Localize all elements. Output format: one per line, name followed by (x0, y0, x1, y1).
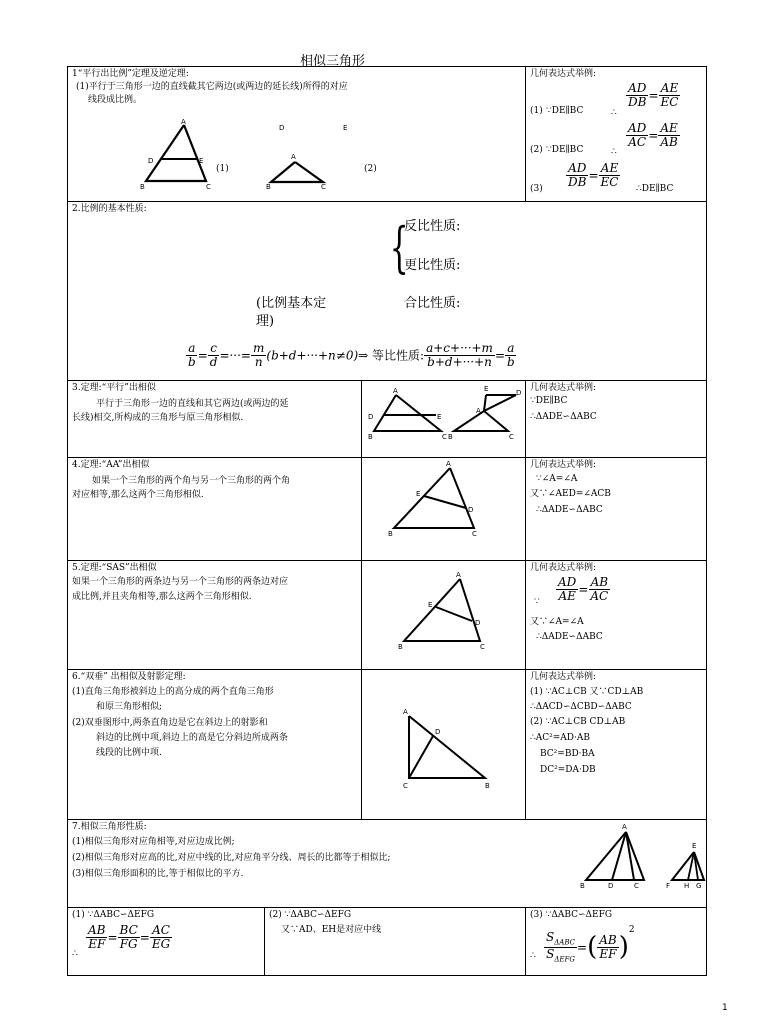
figure-parallel-2 (263, 117, 363, 193)
content-table (67, 66, 707, 976)
svg-text:C: C (206, 183, 211, 191)
section2-content (68, 202, 707, 381)
section3-ex-line2: ∴ΔADE∽ΔABC (530, 412, 597, 422)
ex1-therefore: ∴ (611, 108, 617, 118)
fraction-ad-db-ae-ec-2: $\frac{AD}{DB}$ = $\frac{AE}{EC}$ (568, 161, 619, 190)
svg-text:G: G (696, 882, 702, 890)
svg-text:A: A (456, 571, 461, 579)
svg-text:D: D (468, 506, 474, 514)
svg-text:B: B (388, 530, 393, 538)
svg-text:C: C (403, 782, 408, 790)
basic-theorem-label-b: 理) (256, 314, 275, 329)
section1-heading: 1“平行出比例”定理及逆定理: (72, 69, 189, 79)
section3-desc-a: 平行于三角形一边的直线和其它两边(或两边的延 (96, 399, 289, 409)
svg-text:A: A (403, 708, 408, 716)
section1-content (68, 67, 526, 202)
section8-c2-given: (2) ∵ΔABC∽ΔEFG (269, 910, 352, 920)
svg-text:D: D (279, 124, 285, 132)
ex3-prefix: (3) (530, 184, 543, 194)
section4-desc-a: 如果一个三角形的两个角与另一个三角形的两个角 (92, 476, 291, 486)
section4-figure (362, 458, 526, 561)
svg-text:E: E (199, 157, 204, 165)
section6-desc2-c: 线段的比例中项. (96, 748, 162, 758)
section3-heading: 3.定理:“平行”出相似 (72, 383, 156, 393)
svg-text:B: B (266, 183, 271, 191)
svg-text:A: A (393, 387, 398, 395)
section7-content (68, 820, 707, 908)
section7-prop3: (3)相似三角形面积的比,等于相似比的平方. (72, 869, 244, 879)
fraction-ad-db-ae-ec: $\frac{AD}{DB}$ = $\frac{AE}{EC}$ (628, 81, 679, 110)
svg-text:D: D (608, 882, 614, 890)
svg-text:E: E (343, 124, 348, 132)
section3-figures (362, 381, 526, 458)
fraction-ad-ae-ab-ac: $\frac{AD}{AE}$ = $\frac{AB}{AC}$ (558, 575, 609, 604)
svg-text:C: C (634, 882, 639, 890)
section5-ex-title: 几何表达式举例: (530, 563, 597, 573)
figure-similar-pair (576, 820, 706, 906)
section5-ex-line3: ∴ΔADE∽ΔABC (536, 632, 603, 642)
section3-examples (526, 381, 707, 458)
section4-content (68, 458, 362, 561)
section5-figure (362, 561, 526, 670)
figure-double-perpendicular (397, 708, 517, 798)
section5-examples (526, 561, 707, 670)
section8-c3-therefore: ∴ (530, 951, 536, 961)
svg-text:A: A (476, 407, 481, 415)
section4-desc-b: 对应相等,那么这两个三角形相似. (72, 490, 204, 500)
svg-text:B: B (140, 183, 145, 191)
svg-text:B: B (368, 433, 373, 441)
ex1-given: ∵DE∥BC (546, 106, 584, 116)
figure-parallel-similar (366, 383, 522, 455)
section4-ex-line3: ∴ΔADE∽ΔABC (536, 505, 603, 515)
section6-heading: 6.“双垂” 出相似及射影定理: (72, 672, 186, 682)
section1-desc-b: 线段成比例。 (88, 95, 143, 105)
svg-text:A: A (622, 823, 627, 831)
section1-ex-title: 几何表达式举例: (530, 69, 597, 79)
section5-desc-a: 如果一个三角形的两条边与另一个三角形的两条边对应 (72, 577, 289, 587)
svg-text:B: B (448, 433, 453, 441)
section6-ex-line6: DC²=DA·DB (540, 765, 596, 775)
svg-text:B: B (580, 882, 585, 890)
figure1-label: (1) (216, 164, 229, 174)
section5-desc-b: 成比例,并且夹角相等,那么这两个三角形相似. (72, 592, 252, 602)
svg-text:E: E (416, 490, 421, 498)
figure-parallel-1 (118, 117, 218, 193)
svg-text:E: E (484, 385, 489, 393)
ex3-conclusion: ∴DE∥BC (636, 184, 674, 194)
section8-cell3 (526, 908, 707, 976)
basic-theorem-label-a: (比例基本定 (256, 296, 327, 311)
section3-ex-line1: ∵DE∥BC (530, 396, 568, 406)
section4-ex-title: 几何表达式举例: (530, 460, 597, 470)
ex2-prefix: (2) (530, 145, 543, 155)
svg-text:C: C (509, 433, 514, 441)
section6-desc1-a: (1)直角三角形被斜边上的高分成的两个直角三角形 (72, 687, 274, 697)
svg-text:A: A (291, 153, 296, 161)
document-title: 相似三角形 (300, 54, 366, 69)
figure2-label: (2) (364, 164, 377, 174)
svg-text:D: D (368, 413, 374, 421)
section8-cell2 (265, 908, 526, 976)
svg-text:A: A (446, 460, 451, 468)
section6-ex-line2: ∴ΔACD∽ΔCBD∽ΔABC (530, 702, 632, 712)
section3-ex-title: 几何表达式举例: (530, 383, 597, 393)
svg-text:C: C (442, 433, 447, 441)
page-number: 1 (722, 1003, 728, 1013)
section7-prop1: (1)相似三角形对应角相等,对应边成比例; (72, 837, 235, 847)
section5-heading: 5.定理:“SAS”出相似 (72, 563, 157, 573)
svg-text:E: E (428, 601, 433, 609)
section6-desc2-a: (2)双垂图形中,两条直角边是它在斜边上的射影和 (72, 718, 268, 728)
section3-desc-b: 长线)相交,所构成的三角形与原三角形相似. (72, 413, 244, 423)
prop-inverse: 反比性质: (404, 219, 461, 234)
svg-text:F: F (666, 882, 671, 890)
section6-content (68, 670, 362, 820)
section7-prop2: (2)相似三角形对应高的比,对应中线的比,对应角平分线、周长的比都等于相似比; (72, 853, 391, 863)
svg-text:B: B (485, 782, 490, 790)
section6-ex-title: 几何表达式举例: (530, 672, 597, 682)
svg-text:D: D (516, 389, 522, 397)
svg-text:D: D (435, 728, 441, 736)
section8-c3-given: (3) ∵ΔABC∽ΔEFG (530, 910, 613, 920)
section5-content (68, 561, 362, 670)
ex2-given: ∵DE∥BC (546, 145, 584, 155)
fraction-ab-ef-bc-fg-ac-eg: $\frac{AB}{EF}$ = $\frac{BC}{FG}$ = $\frac{AC}{EG}$ (88, 923, 171, 952)
svg-text:A: A (181, 118, 186, 126)
section5-ex-because: ∵ (534, 597, 540, 607)
section6-examples (526, 670, 707, 820)
svg-text:D: D (475, 619, 481, 627)
ex2-therefore: ∴ (611, 147, 617, 157)
section4-ex-line2: 又∵∠AED=∠ACB (530, 489, 611, 499)
section6-ex-line4: ∴AC²=AD·AB (530, 733, 590, 743)
section8-c1-given: (1) ∵ΔABC∽ΔEFG (72, 910, 155, 920)
svg-text:H: H (684, 882, 690, 890)
section2-heading: 2.比例的基本性质: (72, 204, 147, 214)
section1-desc-a: (1)平行于三角形一边的直线截其它两边(或两边的延长线)所得的对应 (76, 82, 348, 92)
svg-text:B: B (398, 643, 403, 651)
section6-desc2-b: 斜边的比例中项,斜边上的高是它分斜边所成两条 (96, 733, 288, 743)
section7-heading: 7.相似三角形性质: (72, 822, 147, 832)
equal-ratio-formula: $\frac{a}{b}$ = $\frac{c}{d}$ =···= $\frac{m}{n}$ (b+d+···+n≠0)⇒ 等比性质: $\frac{a+c+\cdot\cdot\cdot+m}{b+d+\cdot\cdot\cdot+n}$ = $\frac{a}{b}$ (188, 341, 515, 370)
section4-examples (526, 458, 707, 561)
svg-text:E: E (437, 413, 442, 421)
equal-ratio-arrow: ⇒ 等比性质: (358, 348, 425, 363)
ex1-prefix: (1) (530, 106, 543, 116)
figure-aa-similar (382, 460, 502, 550)
svg-text:C: C (321, 183, 326, 191)
section5-ex-line2: 又∵∠A=∠A (530, 617, 584, 627)
prop-componendo: 合比性质: (404, 296, 461, 311)
section6-ex-line1: (1) ∵AC⊥CB 又∵CD⊥AB (530, 687, 644, 697)
section6-desc1-b: 和原三角形相似; (96, 702, 163, 712)
section4-ex-line1: ∵∠A=∠A (536, 474, 578, 484)
brace: { (389, 216, 409, 279)
section1-examples (526, 67, 707, 202)
section6-figure (362, 670, 526, 820)
section6-ex-line5: BC²=BD·BA (540, 749, 595, 759)
section8-cell1 (68, 908, 265, 976)
fraction-ad-ac-ae-ab: $\frac{AD}{AC}$ = $\frac{AE}{AB}$ (628, 121, 678, 150)
prop-alternate: 更比性质: (404, 258, 461, 273)
figure-sas-similar (392, 571, 512, 661)
section8-c1-therefore: ∴ (72, 949, 78, 959)
svg-text:C: C (472, 530, 477, 538)
section6-ex-line3: (2) ∵AC⊥CB CD⊥AB (530, 717, 626, 727)
svg-text:E: E (692, 842, 697, 850)
section3-content (68, 381, 362, 458)
section8-c2-line2: 又∵AD、EH是对应中线 (281, 925, 382, 935)
section4-heading: 4.定理:“AA”出相似 (72, 460, 150, 470)
svg-text:C: C (480, 643, 485, 651)
svg-text:D: D (148, 157, 154, 165)
area-ratio-formula: $S_{\Delta ABC}$ $S_{\Delta EFG}$ =( $\frac{AB}{EF}$ )$^2$ (546, 925, 635, 964)
